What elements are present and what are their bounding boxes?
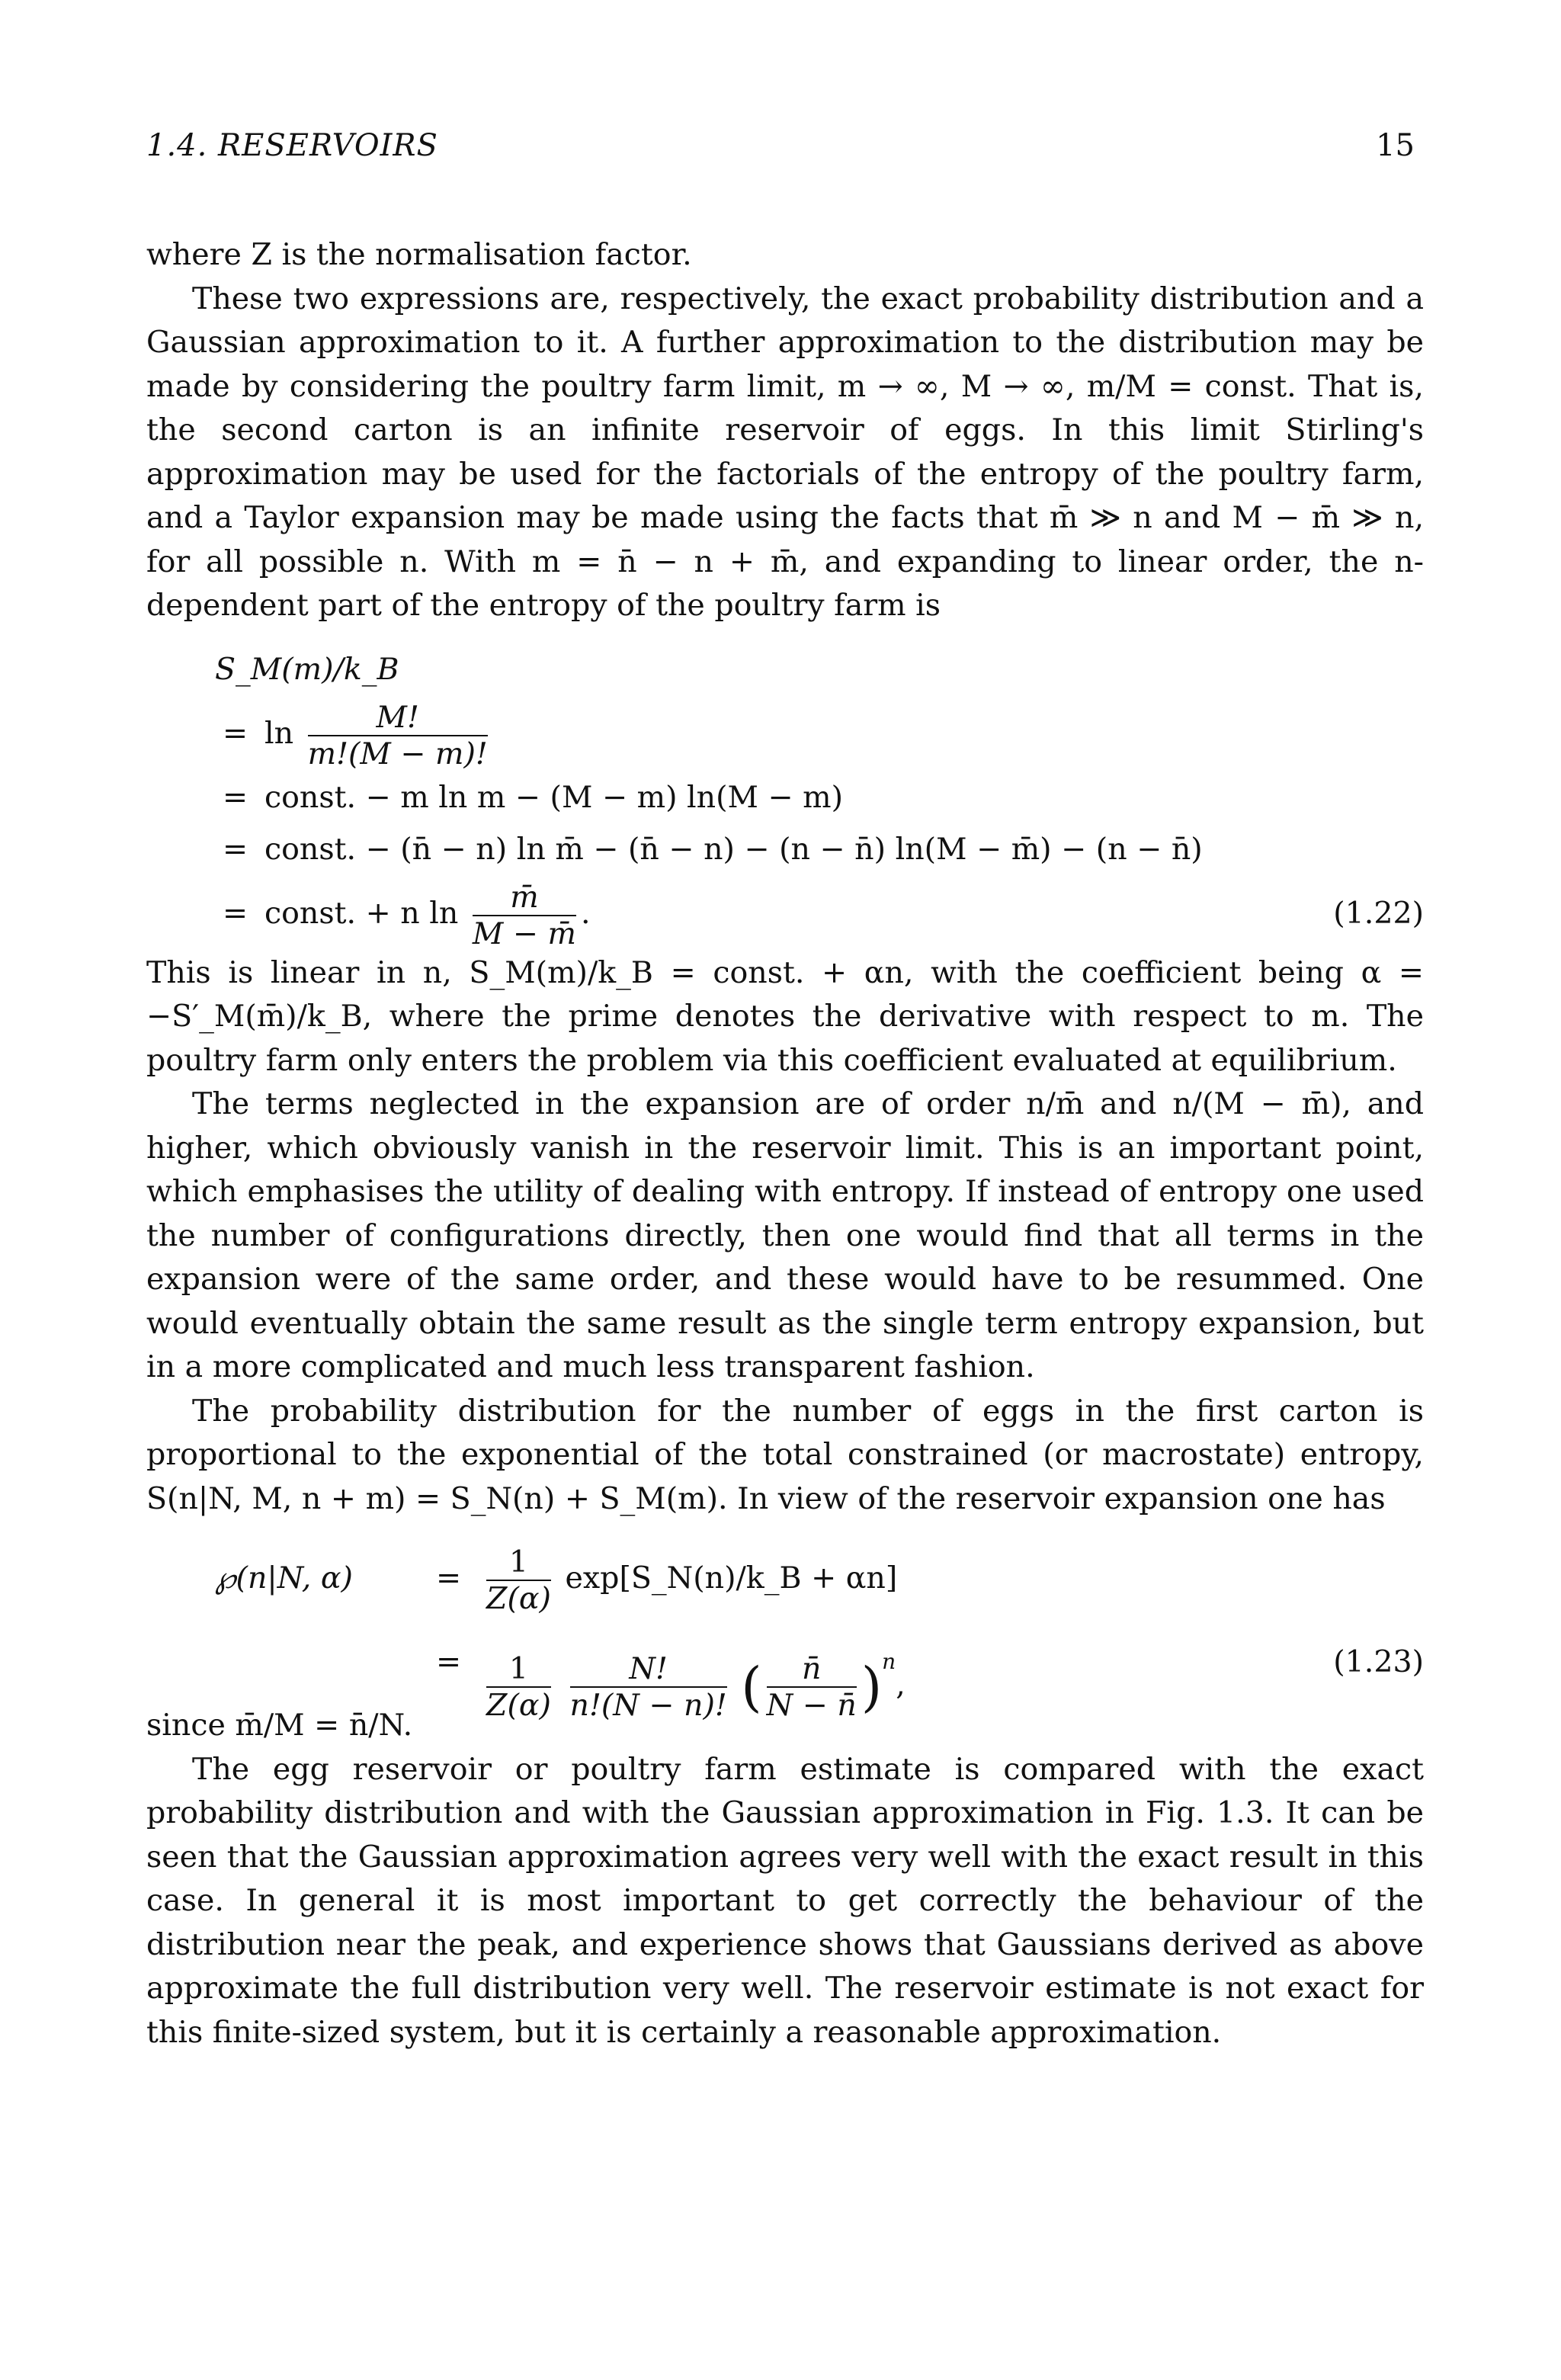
paragraph-4: The terms neglected in the expansion are of order n/m̄ and n/(M − m̄), and higher, which obviously vanish in the reservoir limit. This is an important point, which emphasises the utility of dealing with entropy. If instead of entropy one used the number of configurations directly, then one would find that all terms in the expansion were of the same order, and these would have to be resummed. One would eventually obtain the same result as the single term entropy expansion, but in a more complicated and much less transparent fashion. [146, 1086, 1424, 1384]
eq122-frac-2-den: M − m̄ [472, 916, 576, 951]
eq123-frac-1-num: 1 [486, 1544, 551, 1581]
eq123-frac-3-num: N! [570, 1651, 727, 1688]
eq122-ln: ln [264, 715, 294, 751]
eq123-frac-1-den: Z(α) [486, 1581, 551, 1616]
paragraph-6: since m̄/M = n̄/N. [146, 1708, 413, 1743]
paragraph-7: The egg reservoir or poultry farm estimate is compared with the exact probability distribution and with the Gaussian approximation in Fig. 1.3. It can be seen that the Gaussian approximation agrees very well with the exact result in this case. In general it is most important to get correctly the behaviour of the distribution near the peak, and experience shows that Gaussians derived as above approximate the full distribution very well. The reservoir estimate is not exact for this finite-sized system, but it is certainly a reasonable approximation. [146, 1751, 1424, 2050]
eq123-frac-2-den: Z(α) [486, 1688, 551, 1723]
eq123-frac-2-num: 1 [486, 1651, 551, 1688]
eq122-frac-1 [308, 700, 488, 771]
eq123-exp: exp[S_N(n)/k_B + αn] [565, 1560, 898, 1596]
eq122-equals-1: = [223, 715, 248, 751]
eq123-frac-1 [486, 1544, 551, 1616]
equation-1-23: ℘(n|N, α) = $\frac{1}{Z(\alpha)}$ exp[S_N(n)/k_B + αn] = $\frac{1}{Z(\alpha)}$ $\frac{N!}{n!(N - n)!}$ ( $\frac{n̄}{N - n̄}$ )$^n$, (1.23) [146, 1536, 1424, 1704]
eq122-frac-1-den: m!(M − m)! [307, 736, 488, 771]
body-text [146, 233, 1424, 2054]
equation-1-22: S_M(m)/k_B = ln $\frac{M!}{m!(M - m)!}$ = const. − m ln m − (M − m) ln(M − m) = const. − (n̄ − n) ln m̄ − (n̄ − n) − (n − n̄) ln(M − m̄) − (n − n̄) = const. + n ln $\frac{m̄}{M - m̄}$ . (1.22) [146, 643, 1424, 941]
paragraph-3: This is linear in n, S_M(m)/k_B = const. + αn, with the coefficient being α = −S′_M(m̄)/k_B, where the prime denotes the derivative with respect to m. The poultry farm only enters the problem via this coefficient evaluated at equilibrium. [146, 954, 1424, 1078]
eq122-frac-2-num: m̄ [473, 880, 576, 916]
page-number: 15 [1376, 128, 1415, 163]
eq122-equals-2: = [223, 779, 248, 815]
eq123-power: n [882, 1649, 896, 1674]
eq122-line-4-pre: const. + n ln [264, 895, 459, 931]
eq122-lhs: S_M(m)/k_B [215, 651, 399, 687]
eq123-frac-4-num: n̄ [767, 1651, 857, 1688]
eq123-equals-2: = [436, 1644, 462, 1679]
paragraph-2: These two expressions are, respectively, the exact probability distribution and a Gaussian approximation to it. A further approximation to the distribution may be made by considering the poultry farm limit, m → ∞, M → ∞, m/M = const. That is, the second carton is an infinite reservoir of eggs. In this limit Stirling's approximation may be used for the factorials of the entropy of the poultry farm, and a Taylor expansion may be made using the facts that m̄ ≫ n and M − m̄ ≫ n, for all possible n. With m = n̄ − n + m̄, and expanding to linear order, the n-dependent part of the entropy of the poultry farm is [146, 281, 1424, 623]
eq123-frac-3 [570, 1651, 727, 1723]
eq122-equals-4: = [223, 895, 248, 931]
eq123-equals-1: = [436, 1560, 462, 1596]
eq123-right-paren: ) [861, 1656, 883, 1718]
equation-number-1-22: (1.22) [1333, 895, 1424, 931]
eq123-left-paren: ( [741, 1656, 762, 1718]
equation-number-1-23: (1.23) [1333, 1644, 1424, 1679]
eq123-frac-3-den: n!(N − n)! [569, 1688, 727, 1723]
eq122-line-3: const. − (n̄ − n) ln m̄ − (n̄ − n) − (n − n̄) ln(M − m̄) − (n − n̄) [264, 831, 1203, 867]
eq123-lhs: ℘(n|N, α) [215, 1560, 353, 1596]
eq122-frac-1-num: M! [308, 700, 488, 736]
eq122-equals-3: = [223, 831, 248, 867]
eq123-frac-2 [486, 1651, 551, 1723]
eq123-frac-4 [767, 1651, 857, 1723]
page-header [146, 128, 1415, 174]
running-head: 1.4. RESERVOIRS [146, 128, 438, 163]
eq123-frac-4-den: N − n̄ [766, 1688, 857, 1723]
paragraph-1: where Z is the normalisation factor. [146, 237, 692, 272]
paragraph-5: The probability distribution for the number of eggs in the first carton is proportional to the exponential of the total constrained (or macrostate) entropy, S(n|N, M, n + m) = S_N(n) + S_M(m). In view of the reservoir expansion one has [146, 1393, 1424, 1516]
eq122-frac-2 [473, 880, 576, 951]
eq122-line-2: const. − m ln m − (M − m) ln(M − m) [264, 779, 844, 815]
